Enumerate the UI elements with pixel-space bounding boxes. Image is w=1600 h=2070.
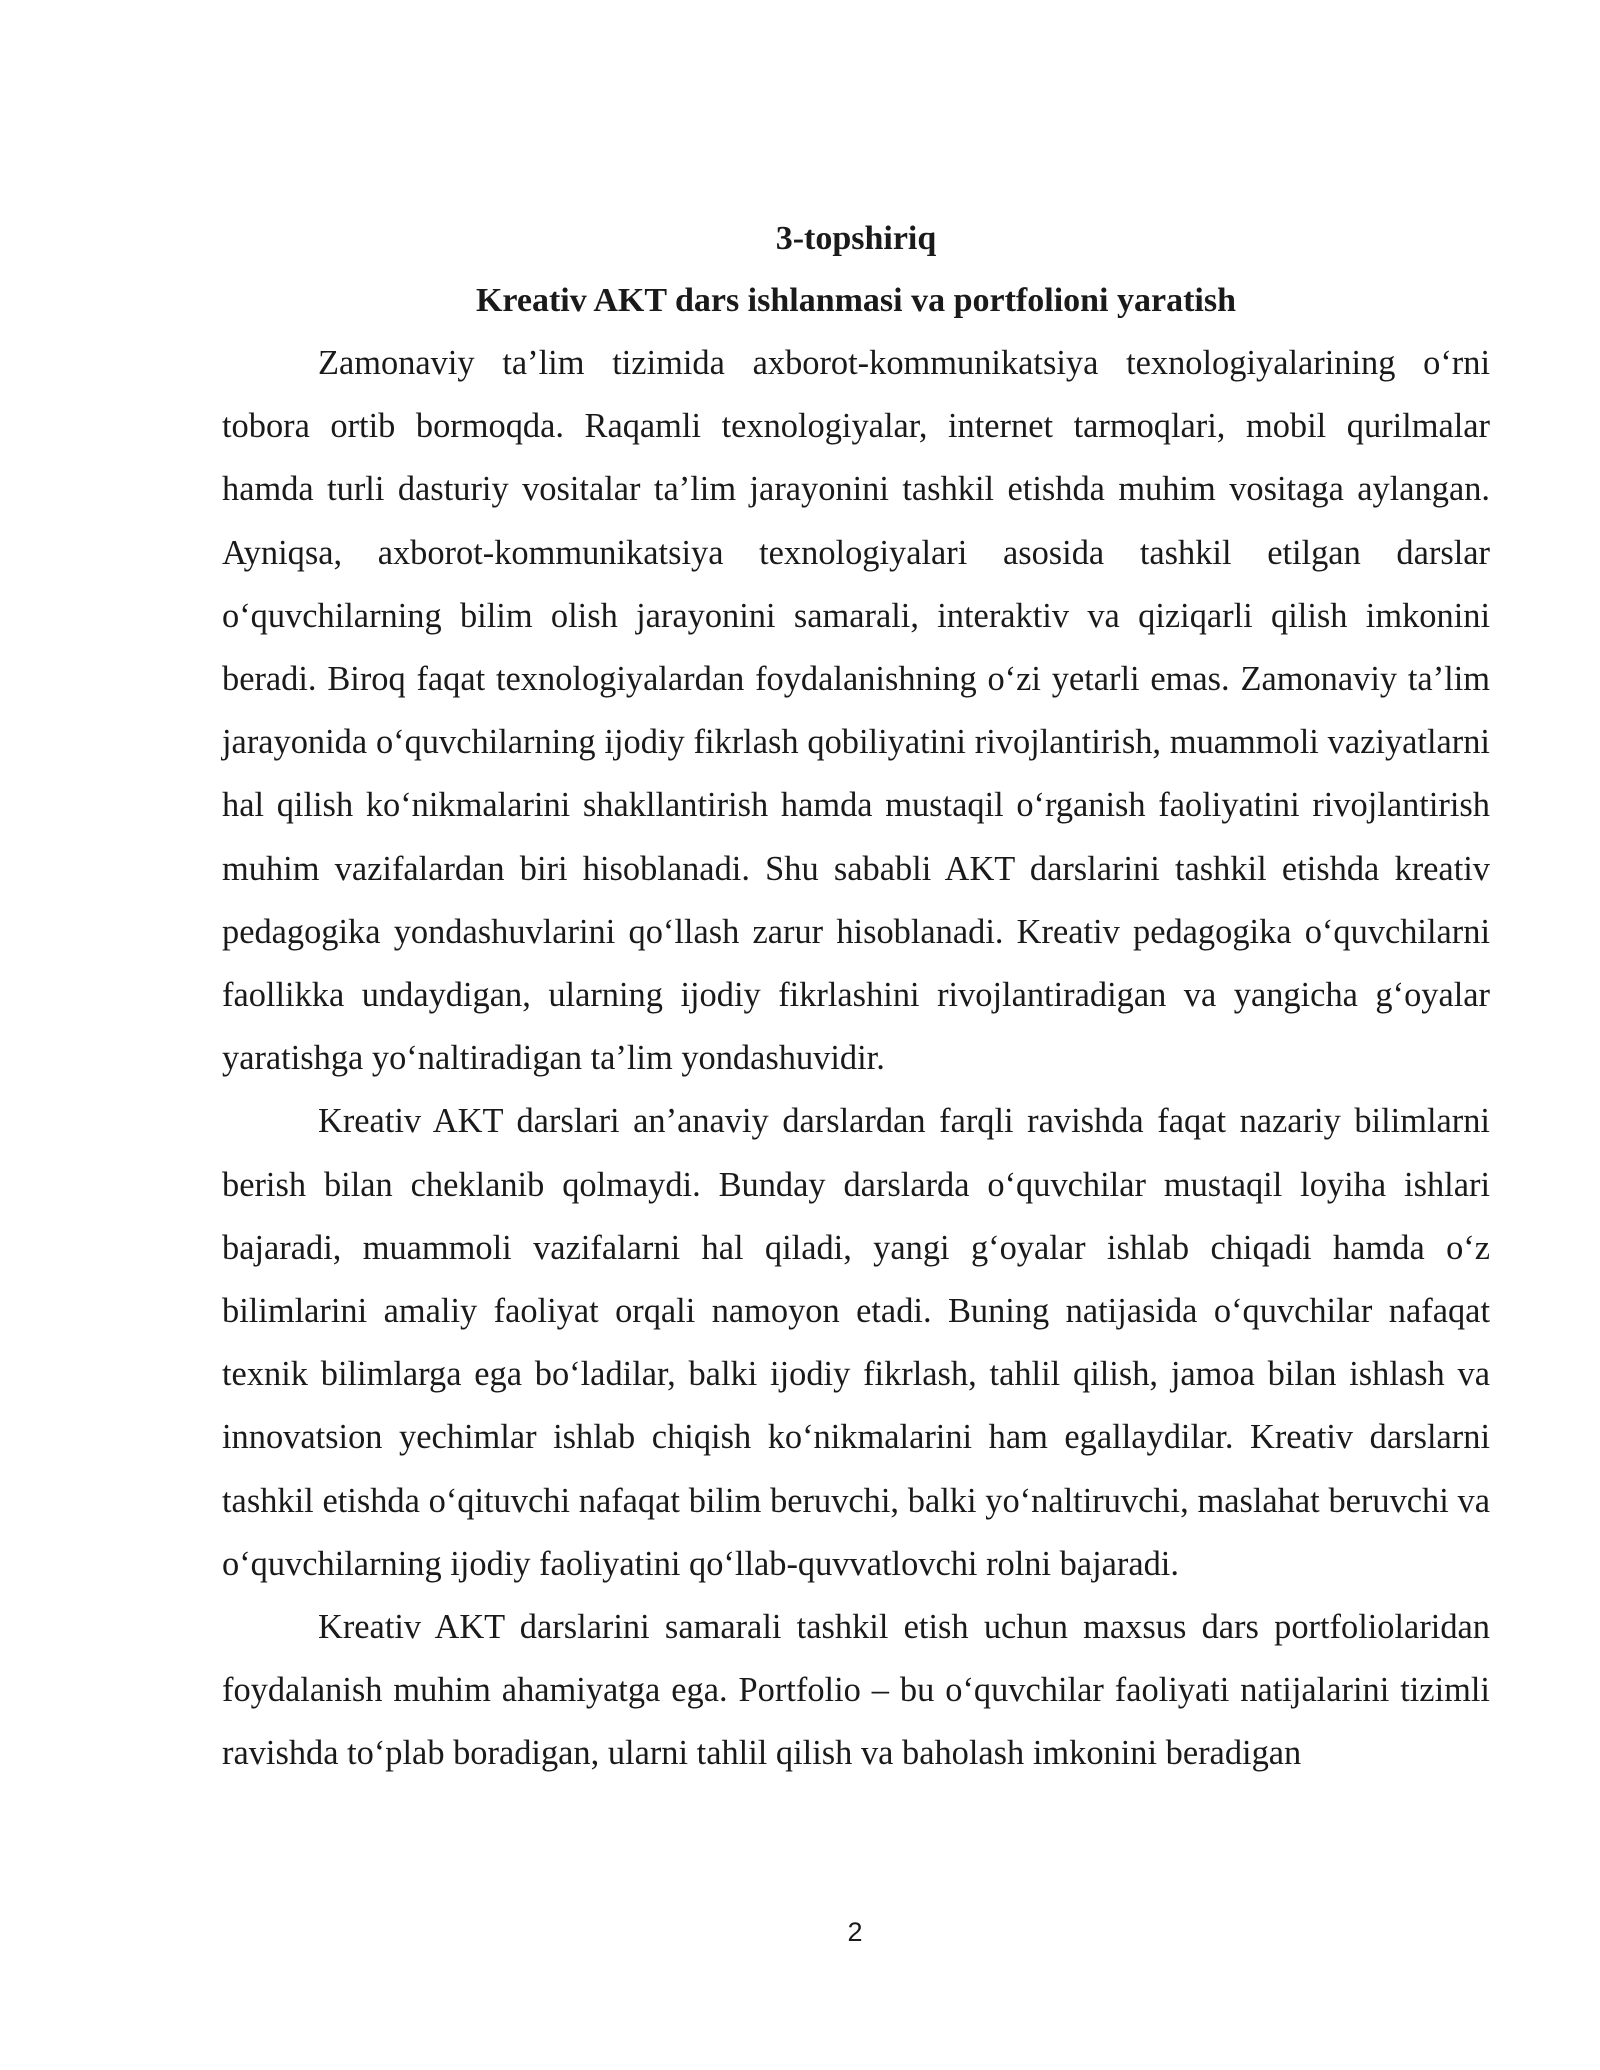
paragraph-3: Kreativ AKT darslarini samarali tashkil etish uchun maxsus dars portfoliolaridan foydalanish muhim ahamiyatga ega. Portfolio – bu o‘quvchilar faoliyati natijalarini tizimli ravishda to‘plab boradigan, ularni tahlil qilish va baholash imkonini beradigan (222, 1608, 1490, 1773)
document-title: Kreativ AKT dars ishlanmasi va portfolioni yaratish (475, 282, 1237, 319)
task-number-heading: 3-topshiriq (775, 220, 937, 257)
document-page (222, 208, 1490, 1786)
paragraph-2: Kreativ AKT darslari an’anaviy darslardan farqli ravishda faqat nazariy bilimlarni berish bilan cheklanib qolmaydi. Bunday darslarda o‘quvchilar mustaqil loyiha ishlari bajaradi, muammoli vazifalarni hal qiladi, yangi g‘oyalar ishlab chiqadi hamda o‘z bilimlarini amaliy faoliyat orqali namoyon etadi. Buning natijasida o‘quvchilar nafaqat texnik bilimlarga ega bo‘ladilar, balki ijodiy fikrlash, tahlil qilish, jamoa bilan ishlash va innovatsion yechimlar ishlab chiqish ko‘nikmalarini ham egallaydilar. Kreativ darslarni tashkil etishda o‘qituvchi nafaqat bilim beruvchi, balki yo‘naltiruvchi, maslahat beruvchi va o‘quvchilarning ijodiy faoliyatini qo‘llab-quvvatlovchi rolni bajaradi. (222, 1102, 1490, 1583)
page-number: 2 (847, 1917, 863, 1947)
paragraph-1: Zamonaviy ta’lim tizimida axborot-kommunikatsiya texnologiyalarining o‘rni tobora ortib bormoqda. Raqamli texnologiyalar, internet tarmoqlari, mobil qurilmalar hamda turli dasturiy vositalar ta’lim jarayonini tashkil etishda muhim vositaga aylangan. Ayniqsa, axborot-kommunikatsiya texnologiyalari asosida tashkil etilgan darslar o‘quvchilarning bilim olish jarayonini samarali, interaktiv va qiziqarli qilish imkonini beradi. Biroq faqat texnologiyalardan foydalanishning o‘zi yetarli emas. Zamonaviy ta’lim jarayonida o‘quvchilarning ijodiy fikrlash qobiliyatini rivojlantirish, muammoli vaziyatlarni hal qilish ko‘nikmalarini shakllantirish hamda mustaqil o‘rganish faoliyatini rivojlantirish muhim vazifalardan biri hisoblanadi. Shu sababli AKT darslarini tashkil etishda kreativ pedagogika yondashuvlarini qo‘llash zarur hisoblanadi. Kreativ pedagogika o‘quvchilarni faollikka undaydigan, ularning ijodiy fikrlashini rivojlantiradigan va yangicha g‘oyalar yaratishga yo‘naltiradigan ta’lim yondashuvidir. (222, 344, 1490, 1078)
